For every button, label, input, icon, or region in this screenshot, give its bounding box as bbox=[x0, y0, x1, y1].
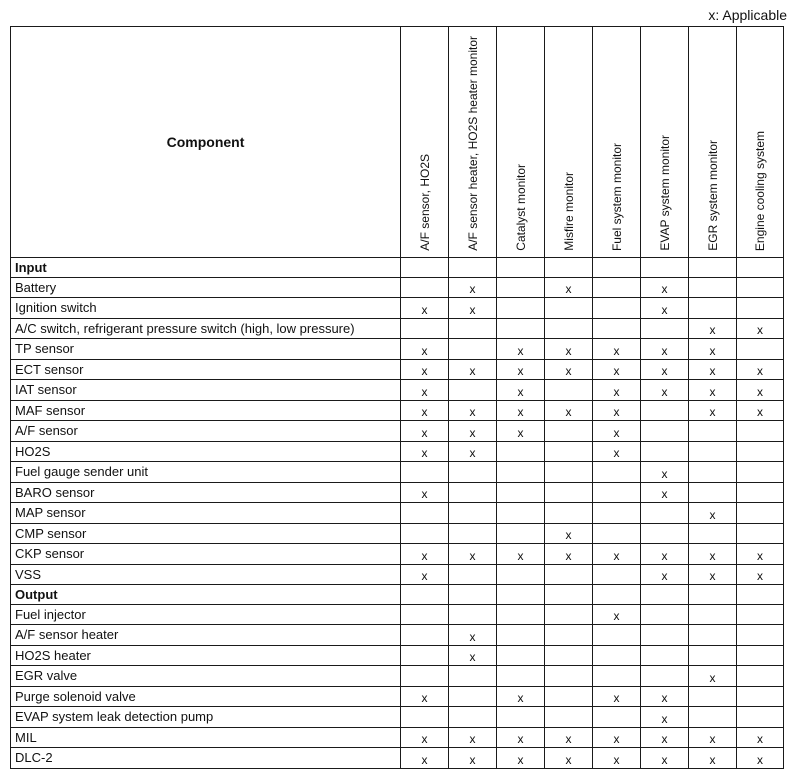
applicability-cell: x bbox=[449, 421, 497, 442]
applicability-cell bbox=[449, 503, 497, 524]
applicability-cell bbox=[449, 339, 497, 360]
applicability-cell bbox=[497, 666, 545, 687]
applicability-cell: x bbox=[401, 421, 449, 442]
component-name: EGR valve bbox=[11, 666, 401, 687]
section-cell bbox=[545, 585, 593, 605]
applicability-cell bbox=[497, 604, 545, 625]
applicability-cell: x bbox=[593, 421, 641, 442]
applicability-cell: x bbox=[545, 400, 593, 421]
applicability-cell: x bbox=[689, 503, 737, 524]
applicability-cell bbox=[545, 298, 593, 319]
applicability-cell: x bbox=[641, 707, 689, 728]
table-row bbox=[11, 544, 784, 565]
component-name: ECT sensor bbox=[11, 359, 401, 380]
applicability-cell bbox=[449, 318, 497, 339]
applicability-cell bbox=[737, 339, 784, 360]
component-name: VSS bbox=[11, 564, 401, 585]
table-row bbox=[11, 645, 784, 666]
applicability-cell bbox=[545, 318, 593, 339]
applicability-cell bbox=[497, 503, 545, 524]
applicability-cell: x bbox=[401, 748, 449, 769]
applicability-cell: x bbox=[545, 727, 593, 748]
applicability-cell bbox=[545, 625, 593, 646]
applicability-cell: x bbox=[737, 727, 784, 748]
applicability-cell: x bbox=[737, 564, 784, 585]
applicability-cell bbox=[497, 298, 545, 319]
section-cell bbox=[545, 258, 593, 278]
section-cell bbox=[497, 585, 545, 605]
applicability-cell bbox=[545, 686, 593, 707]
applicability-cell: x bbox=[641, 462, 689, 483]
section-cell bbox=[689, 585, 737, 605]
applicability-cell: x bbox=[449, 441, 497, 462]
applicability-cell: x bbox=[641, 339, 689, 360]
applicability-cell: x bbox=[545, 339, 593, 360]
applicability-cell bbox=[401, 625, 449, 646]
column-header bbox=[497, 27, 545, 258]
applicability-cell: x bbox=[401, 359, 449, 380]
applicability-cell: x bbox=[641, 482, 689, 503]
applicability-cell: x bbox=[641, 359, 689, 380]
applicability-cell: x bbox=[449, 544, 497, 565]
applicability-cell: x bbox=[401, 482, 449, 503]
applicability-cell: x bbox=[497, 400, 545, 421]
applicability-cell bbox=[449, 523, 497, 544]
applicability-cell bbox=[545, 707, 593, 728]
applicability-cell bbox=[689, 686, 737, 707]
applicability-cell bbox=[737, 277, 784, 298]
applicability-cell: x bbox=[641, 380, 689, 401]
applicability-cell: x bbox=[593, 380, 641, 401]
applicability-cell bbox=[401, 604, 449, 625]
table-row bbox=[11, 503, 784, 524]
applicability-cell bbox=[497, 441, 545, 462]
applicability-cell: x bbox=[641, 544, 689, 565]
table-row bbox=[11, 666, 784, 687]
applicability-cell: x bbox=[449, 298, 497, 319]
applicability-cell bbox=[545, 482, 593, 503]
component-name: EVAP system leak detection pump bbox=[11, 707, 401, 728]
applicability-cell: x bbox=[593, 441, 641, 462]
applicability-cell bbox=[689, 645, 737, 666]
column-header bbox=[689, 27, 737, 258]
component-name: HO2S bbox=[11, 441, 401, 462]
applicability-cell: x bbox=[401, 544, 449, 565]
applicability-cell bbox=[593, 503, 641, 524]
applicability-cell: x bbox=[449, 645, 497, 666]
applicability-cell: x bbox=[497, 748, 545, 769]
applicability-cell bbox=[593, 482, 641, 503]
applicability-cell bbox=[689, 625, 737, 646]
applicability-cell: x bbox=[689, 380, 737, 401]
header-row bbox=[11, 27, 784, 258]
applicability-cell bbox=[401, 707, 449, 728]
column-header-label: A/F sensor, HO2S bbox=[417, 154, 432, 251]
applicability-cell: x bbox=[641, 686, 689, 707]
applicability-cell bbox=[497, 645, 545, 666]
component-header: Component bbox=[11, 27, 401, 258]
section-cell bbox=[737, 585, 784, 605]
component-name: MAP sensor bbox=[11, 503, 401, 524]
applicability-cell bbox=[545, 441, 593, 462]
applicability-cell: x bbox=[449, 277, 497, 298]
table-row bbox=[11, 625, 784, 646]
applicability-cell bbox=[737, 462, 784, 483]
column-header bbox=[401, 27, 449, 258]
applicability-cell: x bbox=[641, 564, 689, 585]
applicability-cell bbox=[449, 482, 497, 503]
table-row bbox=[11, 277, 784, 298]
applicability-cell: x bbox=[593, 339, 641, 360]
table-row bbox=[11, 380, 784, 401]
table-row bbox=[11, 421, 784, 442]
applicability-cell bbox=[593, 564, 641, 585]
column-header-label: EVAP system monitor bbox=[657, 135, 672, 251]
applicability-cell bbox=[737, 421, 784, 442]
component-name: A/C switch, refrigerant pressure switch (high, low pressure) bbox=[11, 318, 401, 339]
applicability-cell: x bbox=[449, 625, 497, 646]
applicability-cell bbox=[689, 604, 737, 625]
applicability-cell bbox=[497, 625, 545, 646]
applicability-cell: x bbox=[689, 564, 737, 585]
table-row bbox=[11, 462, 784, 483]
table-row bbox=[11, 564, 784, 585]
column-header bbox=[545, 27, 593, 258]
applicability-cell bbox=[641, 441, 689, 462]
applicability-cell bbox=[497, 462, 545, 483]
applicability-cell: x bbox=[593, 727, 641, 748]
applicability-cell bbox=[449, 604, 497, 625]
table-row bbox=[11, 686, 784, 707]
section-cell bbox=[593, 258, 641, 278]
column-header bbox=[449, 27, 497, 258]
applicability-cell: x bbox=[737, 380, 784, 401]
component-name: HO2S heater bbox=[11, 645, 401, 666]
applicability-cell: x bbox=[593, 400, 641, 421]
applicability-cell bbox=[593, 666, 641, 687]
applicability-cell: x bbox=[689, 748, 737, 769]
legend-text: x: Applicable bbox=[708, 7, 787, 23]
applicability-cell bbox=[641, 318, 689, 339]
applicability-cell bbox=[641, 503, 689, 524]
applicability-cell bbox=[497, 318, 545, 339]
applicability-cell bbox=[545, 645, 593, 666]
applicability-cell: x bbox=[737, 748, 784, 769]
section-cell bbox=[497, 258, 545, 278]
applicability-cell: x bbox=[689, 318, 737, 339]
column-header-label: Fuel system monitor bbox=[609, 142, 624, 251]
applicability-cell: x bbox=[401, 564, 449, 585]
section-cell bbox=[641, 585, 689, 605]
component-name: Fuel injector bbox=[11, 604, 401, 625]
component-name: CKP sensor bbox=[11, 544, 401, 565]
section-row bbox=[11, 585, 784, 605]
applicability-cell bbox=[641, 400, 689, 421]
table-row bbox=[11, 727, 784, 748]
applicability-cell: x bbox=[449, 400, 497, 421]
table-row bbox=[11, 400, 784, 421]
applicability-cell bbox=[545, 564, 593, 585]
table-row bbox=[11, 298, 784, 319]
applicability-cell bbox=[545, 421, 593, 442]
applicability-cell: x bbox=[401, 727, 449, 748]
component-name: BARO sensor bbox=[11, 482, 401, 503]
applicability-cell bbox=[593, 462, 641, 483]
applicability-cell: x bbox=[497, 686, 545, 707]
applicability-cell: x bbox=[497, 727, 545, 748]
applicability-cell: x bbox=[497, 359, 545, 380]
applicability-cell bbox=[737, 666, 784, 687]
applicability-cell: x bbox=[737, 400, 784, 421]
applicability-cell bbox=[593, 645, 641, 666]
applicability-cell: x bbox=[401, 686, 449, 707]
applicability-cell: x bbox=[449, 727, 497, 748]
applicability-cell: x bbox=[545, 277, 593, 298]
applicability-cell bbox=[593, 318, 641, 339]
applicability-cell bbox=[593, 707, 641, 728]
applicability-cell: x bbox=[689, 359, 737, 380]
section-cell bbox=[401, 258, 449, 278]
table-row bbox=[11, 318, 784, 339]
applicability-cell bbox=[449, 462, 497, 483]
applicability-cell: x bbox=[737, 359, 784, 380]
applicability-cell bbox=[641, 666, 689, 687]
applicability-cell bbox=[641, 645, 689, 666]
component-name: Ignition switch bbox=[11, 298, 401, 319]
table-row bbox=[11, 482, 784, 503]
applicability-cell bbox=[401, 277, 449, 298]
table-row bbox=[11, 441, 784, 462]
component-name: TP sensor bbox=[11, 339, 401, 360]
applicability-cell: x bbox=[689, 339, 737, 360]
applicability-cell bbox=[545, 503, 593, 524]
applicability-cell bbox=[449, 686, 497, 707]
applicability-cell: x bbox=[593, 544, 641, 565]
applicability-cell bbox=[641, 523, 689, 544]
applicability-cell bbox=[401, 645, 449, 666]
section-row bbox=[11, 258, 784, 278]
component-name: A/F sensor heater bbox=[11, 625, 401, 646]
column-header bbox=[737, 27, 784, 258]
applicability-cell: x bbox=[641, 748, 689, 769]
applicability-cell: x bbox=[545, 359, 593, 380]
applicability-cell bbox=[497, 523, 545, 544]
applicability-cell bbox=[737, 686, 784, 707]
applicability-cell bbox=[497, 564, 545, 585]
applicability-cell bbox=[689, 441, 737, 462]
applicability-cell bbox=[593, 277, 641, 298]
column-header-label: EGR system monitor bbox=[705, 140, 720, 251]
applicability-cell bbox=[401, 462, 449, 483]
section-cell bbox=[641, 258, 689, 278]
applicability-cell bbox=[593, 523, 641, 544]
applicability-cell bbox=[737, 523, 784, 544]
applicability-cell bbox=[737, 645, 784, 666]
applicability-cell bbox=[689, 482, 737, 503]
column-header-label: Engine cooling system bbox=[753, 130, 767, 251]
table-row bbox=[11, 707, 784, 728]
component-name: Battery bbox=[11, 277, 401, 298]
applicability-cell: x bbox=[593, 686, 641, 707]
applicability-cell: x bbox=[641, 727, 689, 748]
applicability-cell bbox=[641, 625, 689, 646]
applicability-cell bbox=[401, 318, 449, 339]
applicability-cell bbox=[545, 462, 593, 483]
applicability-cell bbox=[497, 482, 545, 503]
applicability-cell: x bbox=[401, 298, 449, 319]
applicability-cell bbox=[545, 604, 593, 625]
applicability-cell: x bbox=[689, 727, 737, 748]
applicability-cell bbox=[401, 503, 449, 524]
section-title: Output bbox=[11, 585, 401, 605]
component-name: Purge solenoid valve bbox=[11, 686, 401, 707]
applicability-cell: x bbox=[737, 318, 784, 339]
applicability-cell: x bbox=[545, 544, 593, 565]
applicability-cell: x bbox=[401, 380, 449, 401]
applicability-cell: x bbox=[401, 400, 449, 421]
applicability-cell bbox=[545, 666, 593, 687]
component-name: MAF sensor bbox=[11, 400, 401, 421]
applicability-cell bbox=[737, 298, 784, 319]
applicability-cell bbox=[401, 666, 449, 687]
matrix-body bbox=[11, 258, 784, 769]
applicability-cell bbox=[449, 666, 497, 687]
applicability-cell bbox=[641, 604, 689, 625]
applicability-cell bbox=[449, 564, 497, 585]
applicability-cell: x bbox=[401, 441, 449, 462]
table-row bbox=[11, 359, 784, 380]
applicability-cell: x bbox=[641, 277, 689, 298]
table-row bbox=[11, 748, 784, 769]
column-header-label: Catalyst monitor bbox=[513, 164, 528, 251]
applicability-cell: x bbox=[689, 400, 737, 421]
column-header bbox=[641, 27, 689, 258]
applicability-cell: x bbox=[449, 748, 497, 769]
applicability-cell bbox=[545, 380, 593, 401]
column-header-label: Misfire monitor bbox=[561, 172, 576, 251]
section-cell bbox=[449, 258, 497, 278]
component-name: CMP sensor bbox=[11, 523, 401, 544]
applicability-cell: x bbox=[449, 359, 497, 380]
applicability-cell bbox=[737, 625, 784, 646]
applicability-cell bbox=[689, 277, 737, 298]
applicability-cell bbox=[689, 523, 737, 544]
applicability-cell: x bbox=[593, 604, 641, 625]
applicability-cell: x bbox=[689, 666, 737, 687]
applicability-cell: x bbox=[641, 298, 689, 319]
applicability-cell bbox=[449, 380, 497, 401]
column-header-label: A/F sensor heater, HO2S heater monitor bbox=[465, 36, 480, 251]
applicability-cell: x bbox=[593, 748, 641, 769]
applicability-cell bbox=[641, 421, 689, 442]
component-name: DLC-2 bbox=[11, 748, 401, 769]
applicability-cell bbox=[497, 277, 545, 298]
section-cell bbox=[737, 258, 784, 278]
component-name: IAT sensor bbox=[11, 380, 401, 401]
applicability-cell bbox=[737, 707, 784, 728]
applicability-cell bbox=[689, 707, 737, 728]
applicability-cell bbox=[737, 503, 784, 524]
applicability-cell: x bbox=[497, 544, 545, 565]
column-header bbox=[593, 27, 641, 258]
applicability-cell bbox=[689, 298, 737, 319]
component-name: MIL bbox=[11, 727, 401, 748]
section-title: Input bbox=[11, 258, 401, 278]
table-row bbox=[11, 523, 784, 544]
applicability-cell bbox=[449, 707, 497, 728]
table-row bbox=[11, 604, 784, 625]
applicability-cell bbox=[593, 298, 641, 319]
applicability-cell bbox=[737, 604, 784, 625]
table-row bbox=[11, 339, 784, 360]
applicability-cell: x bbox=[497, 380, 545, 401]
applicability-cell: x bbox=[545, 748, 593, 769]
component-name: Fuel gauge sender unit bbox=[11, 462, 401, 483]
applicability-matrix bbox=[10, 26, 784, 769]
applicability-cell bbox=[689, 421, 737, 442]
applicability-cell bbox=[737, 482, 784, 503]
component-name: A/F sensor bbox=[11, 421, 401, 442]
applicability-cell: x bbox=[497, 421, 545, 442]
applicability-cell: x bbox=[593, 359, 641, 380]
applicability-cell: x bbox=[545, 523, 593, 544]
applicability-cell bbox=[593, 625, 641, 646]
applicability-cell: x bbox=[497, 339, 545, 360]
applicability-cell: x bbox=[737, 544, 784, 565]
applicability-cell: x bbox=[689, 544, 737, 565]
applicability-cell bbox=[401, 523, 449, 544]
section-cell bbox=[593, 585, 641, 605]
section-cell bbox=[449, 585, 497, 605]
applicability-cell bbox=[689, 462, 737, 483]
section-cell bbox=[401, 585, 449, 605]
section-cell bbox=[689, 258, 737, 278]
applicability-cell bbox=[497, 707, 545, 728]
applicability-cell: x bbox=[401, 339, 449, 360]
applicability-cell bbox=[737, 441, 784, 462]
